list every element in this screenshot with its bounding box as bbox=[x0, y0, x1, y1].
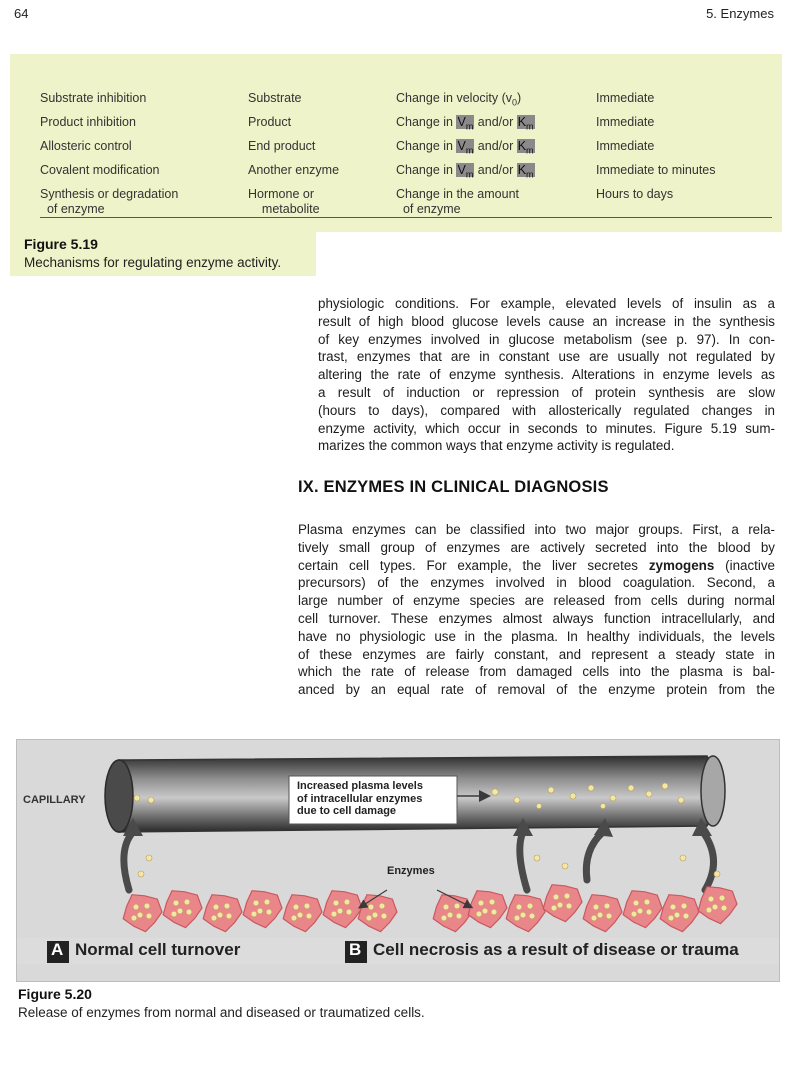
figure-title: Figure 5.20 bbox=[18, 986, 92, 1002]
time-cell: Hours to days bbox=[596, 187, 674, 201]
enzyme-granule bbox=[721, 905, 727, 911]
enzyme-granule bbox=[631, 911, 637, 917]
mechanism-cell: Substrate inhibition bbox=[40, 91, 147, 105]
release-arrows bbox=[124, 832, 714, 890]
enzyme-granule bbox=[131, 915, 137, 921]
panel-b-letter: B bbox=[349, 940, 362, 959]
enzymes-label: Enzymes bbox=[387, 865, 435, 877]
enzyme-granule bbox=[593, 904, 599, 910]
capillary-opening-right bbox=[701, 756, 725, 826]
enzyme-granule bbox=[644, 899, 650, 905]
enzyme-granule bbox=[226, 913, 232, 919]
table-row bbox=[10, 163, 782, 187]
enzyme-granule bbox=[177, 908, 183, 914]
enzyme-granule bbox=[251, 911, 257, 917]
enzyme-granule bbox=[591, 915, 597, 921]
table-row bbox=[10, 115, 782, 139]
enzyme-granule bbox=[441, 915, 447, 921]
enzyme-granule bbox=[211, 915, 217, 921]
enzyme-granule bbox=[491, 909, 497, 915]
cell bbox=[243, 891, 282, 928]
enzyme-granule bbox=[293, 904, 299, 910]
enzyme-granule bbox=[681, 903, 687, 909]
enzyme-granule bbox=[557, 902, 563, 908]
enzyme-granule bbox=[454, 903, 460, 909]
enzyme-granule bbox=[489, 899, 495, 905]
figure-5-20-illustration bbox=[16, 739, 780, 982]
body-paragraph: Plasma enzymes can be classified into two major groups. First, a rela- tively small group of enzymes are actively secreted into the blood by certain cell types. For example, the liver secretes zymogens (inactive precursors) of the enzymes involved in blood coagulation. Second, a large number of enzyme species are released from cells during normal cell turnover. These enzymes almost always function intracellularly, and have no physiologic use in the plasma. In healthy individuals, the levels of these enzymes are fairly constant, and represent a steady state in which the rate of release from damaged cells into the plasma is bal- anced by an equal rate of removal of the enzyme protein from the bbox=[298, 522, 776, 698]
enzyme-granule bbox=[527, 903, 533, 909]
enzyme-granule bbox=[551, 905, 557, 911]
enzyme-granule bbox=[144, 903, 150, 909]
enzyme-granule bbox=[331, 911, 337, 917]
enzyme-granule bbox=[297, 912, 303, 918]
effect-cell: Change in the amount of enzyme bbox=[396, 187, 520, 216]
enzyme-granule bbox=[564, 893, 570, 899]
section-heading: IX. ENZYMES IN CLINICAL DIAGNOSIS bbox=[298, 478, 609, 496]
enzyme-granule bbox=[186, 909, 192, 915]
enzyme-granule bbox=[646, 909, 652, 915]
mechanism-cell: Allosteric control bbox=[40, 139, 132, 153]
cell bbox=[123, 895, 162, 932]
enzyme-granule bbox=[137, 912, 143, 918]
mechanism-cell: Synthesis or degradation of enzyme bbox=[40, 187, 179, 216]
page-number: 64 bbox=[14, 6, 29, 21]
enzyme-granule bbox=[366, 915, 372, 921]
enzyme-granule bbox=[146, 913, 152, 919]
effect-cell: Change in $V_m$ and/or $K_m$ bbox=[396, 115, 534, 132]
cells-normal-turnover bbox=[123, 891, 397, 932]
table-rule bbox=[40, 217, 772, 218]
enzyme-granule bbox=[266, 909, 272, 915]
enzyme-granule bbox=[381, 913, 387, 919]
enzyme-granule bbox=[597, 912, 603, 918]
cell bbox=[283, 895, 322, 932]
enzyme-granule bbox=[304, 903, 310, 909]
figure-caption: Release of enzymes from normal and diseased or traumatized cells. bbox=[18, 1005, 425, 1020]
mechanism-cell: Covalent modification bbox=[40, 163, 160, 177]
time-cell: Immediate bbox=[596, 91, 655, 105]
enzyme-granule bbox=[133, 904, 139, 910]
enzyme-granule bbox=[529, 913, 535, 919]
damaged-cell bbox=[543, 885, 582, 922]
cell bbox=[583, 895, 622, 932]
capillary-label: CAPILLARY bbox=[23, 794, 86, 806]
capillary-opening-left bbox=[105, 760, 133, 832]
enzyme-granule bbox=[217, 912, 223, 918]
enzyme-granule bbox=[257, 908, 263, 914]
cell bbox=[433, 895, 472, 932]
panel-a-letter: A bbox=[51, 940, 64, 959]
damaged-cell bbox=[468, 891, 507, 928]
figure-title: Figure 5.19 bbox=[24, 236, 98, 252]
enzyme-granule bbox=[344, 899, 350, 905]
enzyme-granule bbox=[291, 915, 297, 921]
enzyme-granule bbox=[706, 907, 712, 913]
effect-cell: Change in $V_m$ and/or $K_m$ bbox=[396, 139, 534, 156]
enzyme-granule bbox=[306, 913, 312, 919]
effect-cell: Change in $V_m$ and/or $K_m$ bbox=[396, 163, 534, 180]
enzyme-granule bbox=[708, 896, 714, 902]
enzyme-granule bbox=[337, 908, 343, 914]
table-row bbox=[10, 91, 782, 115]
effector-cell: Another enzyme bbox=[248, 163, 340, 177]
enzyme-granule bbox=[224, 903, 230, 909]
enzyme-granule bbox=[516, 904, 522, 910]
enzyme-granule bbox=[346, 909, 352, 915]
enzyme-granule bbox=[683, 913, 689, 919]
enzyme-granule bbox=[520, 912, 526, 918]
cell bbox=[506, 895, 545, 932]
enzyme-granule bbox=[443, 904, 449, 910]
enzyme-granule bbox=[719, 895, 725, 901]
enzyme-granule bbox=[482, 908, 488, 914]
table-row bbox=[10, 139, 782, 163]
enzyme-granule bbox=[712, 904, 718, 910]
mechanism-cell: Product inhibition bbox=[40, 115, 136, 129]
enzyme-granule bbox=[213, 904, 219, 910]
body-paragraph: physiologic conditions. For example, elevated levels of insulin as a result of high blood glucose levels cause an increase in the synthesis of key enzymes involved in glucose metabolism (see p. 97). In con- trast, enzymes that are in constant use are usually not regulated by altering the rate of enzyme synthesis. Alterations in enzyme levels as a result of induction or repression of protein synthesis are slow (hours to days), compared with allosterically regulated changes in enzyme activity, which occur in seconds to minutes. Figure 5.19 sum- marizes the common ways that enzyme activity is regulated. bbox=[318, 296, 775, 454]
enzyme-granule bbox=[637, 908, 643, 914]
enzyme-granule bbox=[264, 899, 270, 905]
enzyme-granule bbox=[514, 915, 520, 921]
damaged-cell bbox=[698, 887, 737, 924]
figure-5-19-table bbox=[10, 54, 782, 232]
enzyme-granule bbox=[372, 912, 378, 918]
cell bbox=[203, 895, 242, 932]
enzyme-granule bbox=[478, 900, 484, 906]
panel-a-label: Normal cell turnover bbox=[75, 940, 241, 959]
effect-cell: Change in velocity $(v_0)$ bbox=[396, 91, 522, 108]
figure-5-19-caption bbox=[10, 232, 316, 276]
enzyme-granule bbox=[476, 911, 482, 917]
enzyme-granule bbox=[553, 894, 559, 900]
figure-caption: Mechanisms for regulating enzyme activity. bbox=[24, 255, 282, 270]
enzyme-granule bbox=[668, 915, 674, 921]
cell bbox=[163, 891, 202, 928]
enzyme-granule bbox=[633, 900, 639, 906]
enzyme-granule bbox=[674, 912, 680, 918]
effector-cell: Hormone or metabolite bbox=[248, 187, 320, 216]
enzyme-granule bbox=[379, 903, 385, 909]
effector-cell: End product bbox=[248, 139, 316, 153]
enzyme-granule bbox=[566, 903, 572, 909]
damaged-cell bbox=[623, 891, 662, 928]
panel-b-label: Cell necrosis as a result of disease or trauma bbox=[373, 940, 739, 959]
enzyme-granule bbox=[333, 900, 339, 906]
cell bbox=[323, 891, 362, 928]
time-cell: Immediate bbox=[596, 115, 655, 129]
cell bbox=[358, 895, 397, 932]
enzyme-granule bbox=[456, 913, 462, 919]
callout-text: Increased plasma levels of intracellular enzymes due to cell damage bbox=[297, 780, 423, 817]
enzyme-granule bbox=[447, 912, 453, 918]
time-cell: Immediate to minutes bbox=[596, 163, 716, 177]
cells-necrosis bbox=[433, 885, 737, 932]
effector-cell: Product bbox=[248, 115, 292, 129]
enzyme-granule bbox=[184, 899, 190, 905]
effector-cell: Substrate bbox=[248, 91, 302, 105]
cell bbox=[660, 895, 699, 932]
enzyme-granule bbox=[670, 904, 676, 910]
enzyme-granule bbox=[253, 900, 259, 906]
enzyme-granule bbox=[606, 913, 612, 919]
enzyme-granule bbox=[604, 903, 610, 909]
enzyme-granule bbox=[171, 911, 177, 917]
enzyme-granule bbox=[173, 900, 179, 906]
enzyme-granule bbox=[368, 904, 374, 910]
time-cell: Immediate bbox=[596, 139, 655, 153]
chapter-title: 5. Enzymes bbox=[706, 6, 774, 21]
